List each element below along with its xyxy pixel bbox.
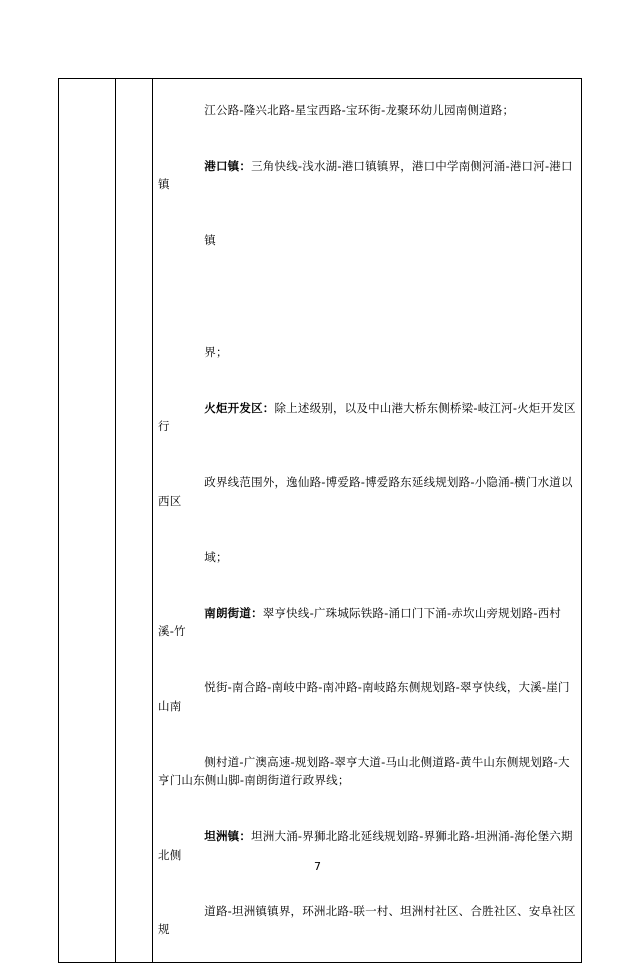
paragraph-text: 道路-坦洲镇镇界，环洲北路-联一村、坦洲村社区、合胜社区、安阜社区规 [158, 903, 576, 937]
paragraph-tanzhou-continued [158, 883, 577, 958]
paragraph-line-1 [158, 82, 577, 138]
paragraph-text: 三角快线-浅水湖-港口镇镇界，港口中学南侧河涌-港口河-港口镇 [158, 158, 573, 192]
column-a-text [59, 79, 115, 86]
paragraph-text: 除上述级别，以及中山港大桥东侧桥梁-岐江河-火炬开发区行 [158, 400, 576, 434]
table-cell-column-b [116, 79, 153, 963]
paragraph-gangkou-zhen-continued [158, 212, 577, 268]
paragraph-text: 侧村道-广澳高速-规划路-翠亨大道-马山北侧道路-黄牛山东侧规划路-大亨门山东侧山脚-南朗街道行政界线； [158, 754, 570, 788]
paragraph-text: 域； [204, 549, 228, 564]
paragraph-huoju [158, 380, 577, 455]
paragraph-text: 江公路-隆兴北路-星宝西路-宝环街-龙聚环幼儿园南侧道路； [204, 102, 515, 117]
paragraph-nanlang [158, 585, 577, 660]
paragraph-lead-label: 港口镇： [204, 158, 252, 173]
page-number: 7 [314, 860, 321, 873]
paragraph-text: 翠亨快线-广珠城际铁路-涌口门下涌-赤坎山旁规划路-西村溪-竹 [158, 605, 561, 639]
paragraph-text: 界； [204, 344, 228, 359]
paragraph-text: 坦洲大涌-界狮北路北延线规划路-界狮北路-坦洲涌-海伦堡六期北侧 [158, 829, 573, 862]
column-c-body [153, 79, 581, 962]
paragraph-huoju-continued-2 [158, 529, 577, 585]
paragraph-gangkou-zhen [158, 138, 577, 213]
content-table [58, 78, 582, 963]
blank-spacer [158, 268, 577, 324]
table-row [59, 79, 582, 963]
paragraph-text: 镇 [204, 233, 216, 247]
paragraph-lead-label: 火炬开发区： [204, 400, 275, 415]
paragraph-nanlang-continued-2 [158, 734, 577, 809]
table-cell-column-a [59, 79, 116, 963]
paragraph-text: 政界线范围外，逸仙路-博爱路-博爱路东延线规划路-小隐涌-横门水道以西区 [158, 475, 573, 508]
table-cell-column-c [153, 79, 582, 963]
paragraph-lead-label: 坦洲镇： [204, 829, 252, 844]
column-b-text [116, 79, 152, 86]
paragraph-lead-label: 南朗街道： [204, 605, 263, 620]
paragraph-nanlang-continued [158, 660, 577, 735]
paragraph-huoju-continued [158, 455, 577, 530]
paragraph-jie [158, 324, 577, 380]
paragraph-text: 悦街-南合路-南岐中路-南冲路-南岐路东侧规划路-翠亨快线，大溪-崖门山南 [158, 680, 570, 713]
